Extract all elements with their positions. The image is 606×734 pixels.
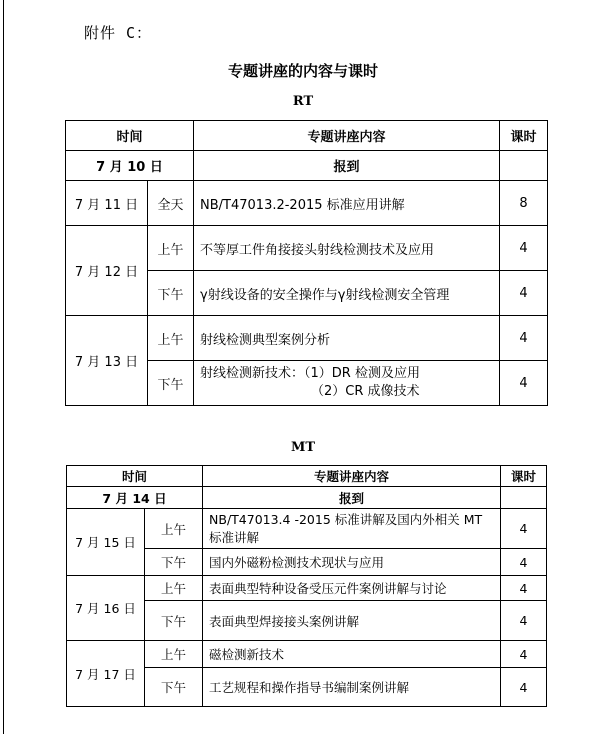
period-cell: 上午 [145,509,203,549]
registration-content: 报到 [203,487,501,509]
header-content: 专题讲座内容 [194,121,500,151]
registration-content: 报到 [194,151,500,181]
hours-cell: 8 [500,181,548,226]
date-cell: 7 月 11 日 [66,181,148,226]
table-row [66,226,548,271]
date-cell: 7 月 17 日 [67,641,145,707]
content-cell [194,361,500,406]
hours-cell: 4 [501,601,547,641]
content-cell: 磁检测新技术 [203,641,501,668]
header-content: 专题讲座内容 [203,466,501,487]
period-cell: 上午 [145,576,203,601]
hours-cell: 4 [501,509,547,549]
registration-hours [501,487,547,509]
header-time: 时间 [67,466,203,487]
content-line: （2）CR 成像技术 [311,384,420,399]
period-cell: 下午 [148,271,194,316]
hours-cell: 4 [500,361,548,406]
content-cell: γ射线设备的安全操作与γ射线检测安全管理 [194,271,500,316]
period-cell: 下午 [148,361,194,406]
table-header-row [67,466,547,487]
date-cell: 7 月 15 日 [67,509,145,576]
mt-section-label: MT [290,440,316,455]
hours-cell: 4 [501,576,547,601]
hours-cell: 4 [500,226,548,271]
attachment-label: 附件 C： [84,24,153,42]
content-cell: NB/T47013.2-2015 标准应用讲解 [194,181,500,226]
content-cell: 表面典型特种设备受压元件案例讲解与讨论 [203,576,501,601]
header-hours: 课时 [501,466,547,487]
table-header-row [66,121,548,151]
hours-cell: 4 [501,549,547,576]
table-row [66,181,548,226]
content-cell: 工艺规程和操作指导书编制案例讲解 [203,668,501,707]
registration-row [66,151,548,181]
document-title: 专题讲座的内容与课时 [227,62,378,80]
hours-cell: 4 [500,316,548,361]
table-row [66,316,548,361]
registration-row [67,487,547,509]
registration-date: 7 月 10 日 [66,151,194,181]
registration-date: 7 月 14 日 [67,487,203,509]
mt-schedule-table [66,465,547,707]
date-cell: 7 月 12 日 [66,226,148,316]
period-cell: 上午 [148,316,194,361]
rt-section-label: RT [292,94,314,109]
table-row [67,576,547,601]
period-cell: 下午 [145,601,203,641]
period-cell: 下午 [145,549,203,576]
page-left-edge [3,0,4,734]
content-cell [203,509,501,549]
date-cell: 7 月 16 日 [67,576,145,641]
content-line: NB/T47013.4 -2015 标准讲解及国内外相关 MT [209,511,483,527]
period-cell: 下午 [145,668,203,707]
content-cell: 国内外磁粉检测技术现状与应用 [203,549,501,576]
content-line: 标准讲解 [209,529,260,545]
content-cell: 不等厚工件角接接头射线检测技术及应用 [194,226,500,271]
date-cell: 7 月 13 日 [66,316,148,406]
content-line: 射线检测新技术：（1）DR 检测及应用 [200,366,420,381]
header-hours: 课时 [500,121,548,151]
hours-cell: 4 [500,271,548,316]
registration-hours [500,151,548,181]
rt-schedule-table [65,120,548,406]
table-row [67,641,547,668]
period-cell: 上午 [148,226,194,271]
header-time: 时间 [66,121,194,151]
hours-cell: 4 [501,641,547,668]
content-cell: 表面典型焊接接头案例讲解 [203,601,501,641]
period-cell: 上午 [145,641,203,668]
hours-cell: 4 [501,668,547,707]
period-cell: 全天 [148,181,194,226]
content-cell: 射线检测典型案例分析 [194,316,500,361]
table-row [67,509,547,549]
